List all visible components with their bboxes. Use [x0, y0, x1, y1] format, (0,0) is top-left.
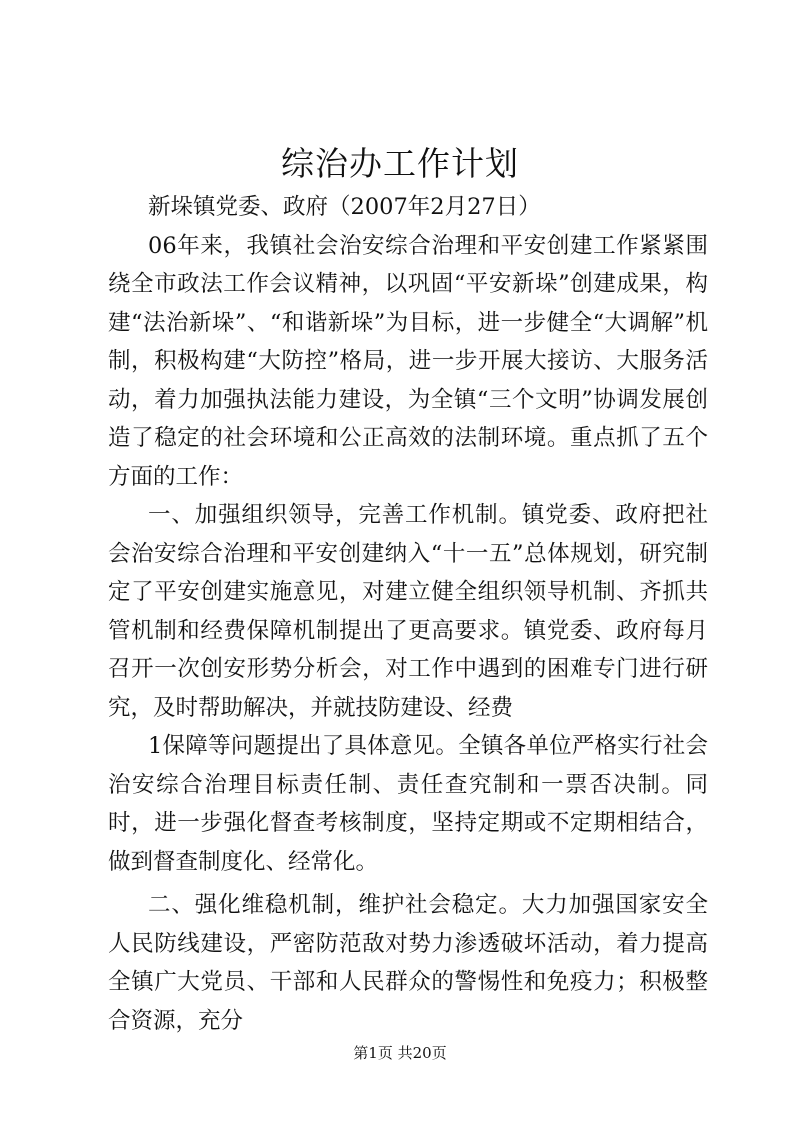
paragraph: 06年来，我镇社会治安综合治理和平安创建工作紧紧围绕全市政法工作会议精神，以巩固“平安新垛”创建成果，构建“法治新垛”、“和谐新垛”为目标，进一步健全“大调解”机制，积极构建“大防控”格局，进一步开展大接访、大服务活动，着力加强执法能力建设，为全镇“三个文明”协调发展创造了稳定的社会环境和公正高效的法制环境。重点抓了五个方面的工作：	[108, 232, 708, 490]
document-body	[108, 188, 708, 1040]
page-number: 第1页 共20页	[353, 1044, 447, 1062]
document-title: 综治办工作计划	[281, 144, 519, 183]
paragraph: 一、加强组织领导，完善工作机制。镇党委、政府把社会治安综合治理和平安创建纳入“十一五”总体规划，研究制定了平安创建实施意见，对建立健全组织领导机制、齐抓共管机制和经费保障机制提出了更高要求。镇党委、政府每月召开一次创安形势分析会，对工作中遇到的困难专门进行研究，及时帮助解决，并就技防建设、经费	[108, 502, 708, 721]
byline: 新垛镇党委、政府（2007年2月27日）	[148, 194, 541, 220]
paragraph: 二、强化维稳机制，维护社会稳定。大力加强国家安全人民防线建设，严密防范敌对势力渗透破坏活动，着力提高全镇广大党员、干部和人民群众的警惕性和免疫力；积极整合资源，充分	[108, 892, 708, 1034]
paragraph: 1保障等问题提出了具体意见。全镇各单位严格实行社会治安综合治理目标责任制、责任查究制和一票否决制。同时，进一步强化督查考核制度，坚持定期或不定期相结合，做到督查制度化、经常化。	[108, 733, 708, 875]
